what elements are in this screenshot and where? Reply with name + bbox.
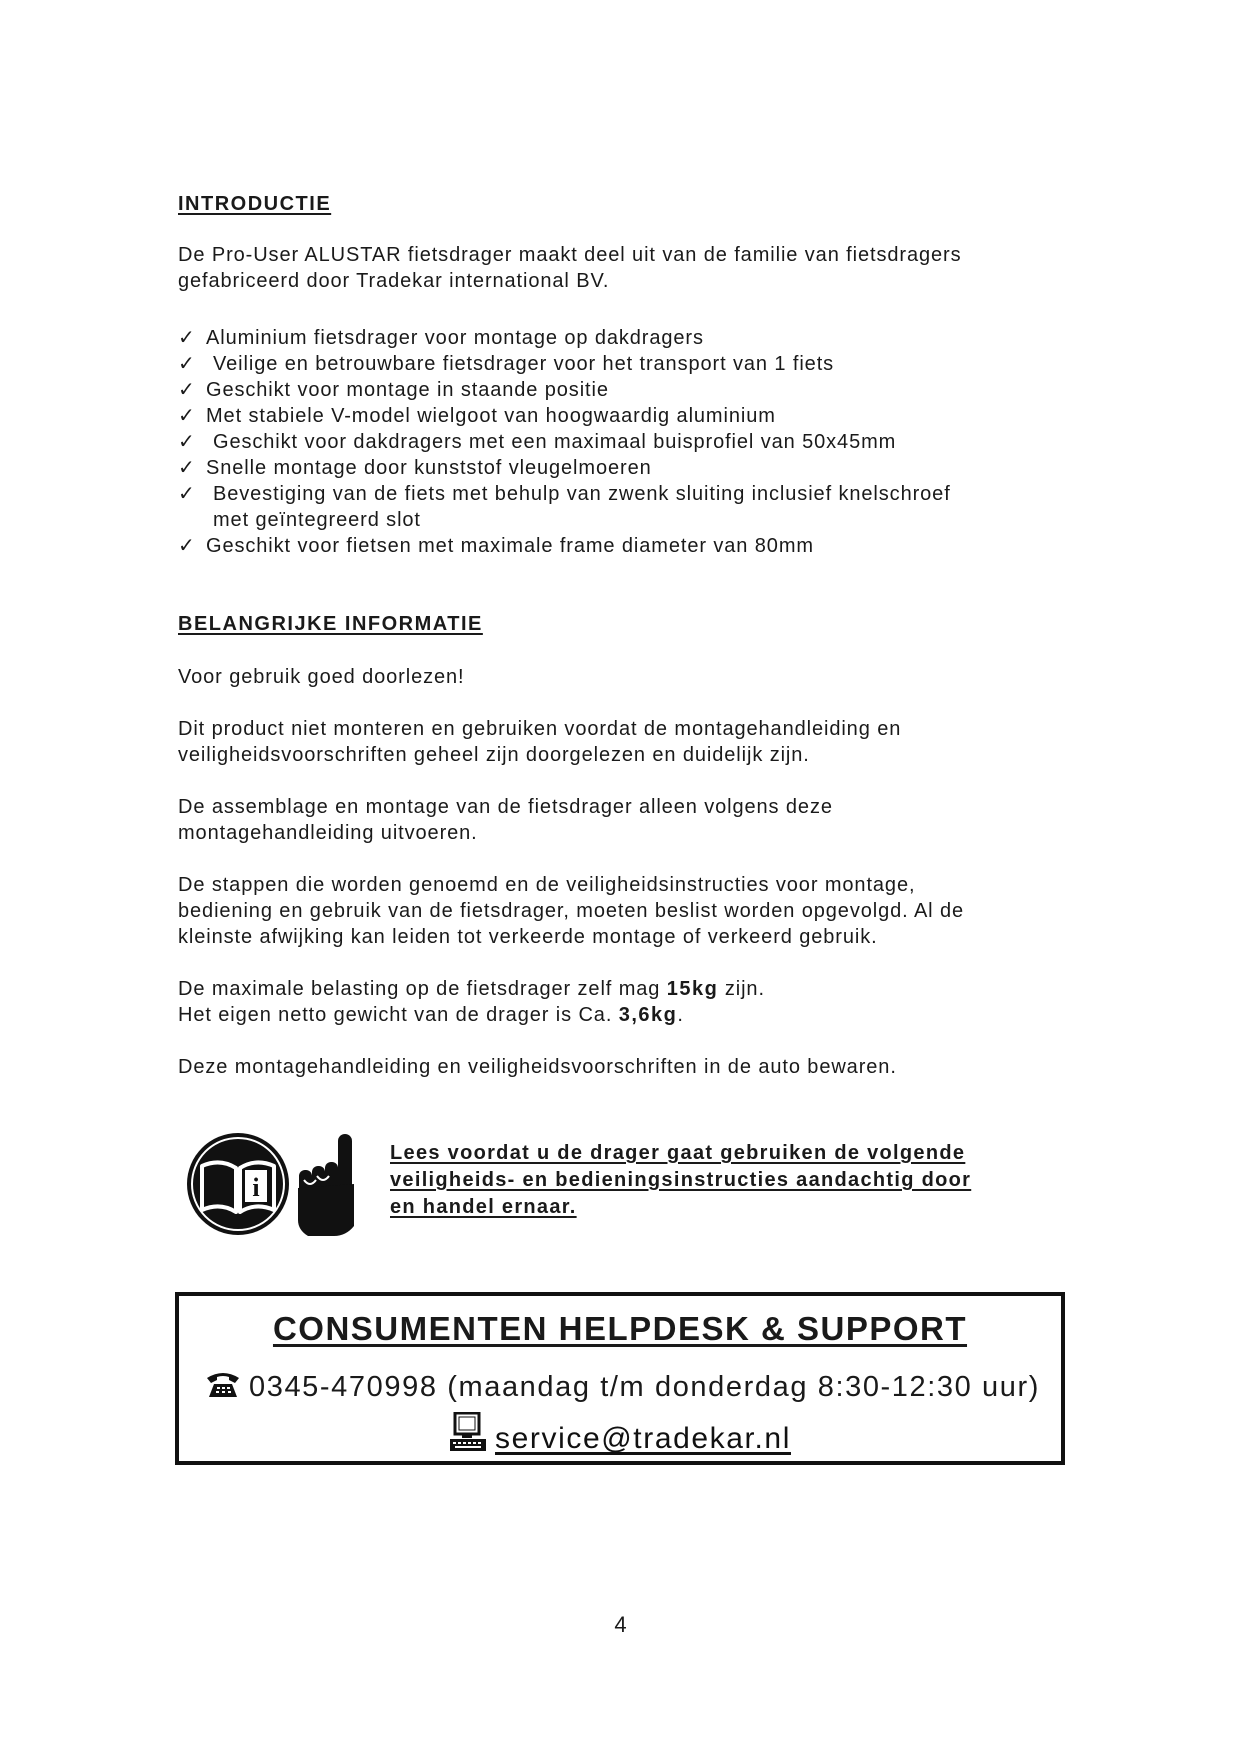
paragraph-line: montagehandleiding uitvoeren. [178,822,478,844]
net-weight-prefix: Het eigen netto gewicht van de drager is Ca. [178,1004,619,1026]
feature-text: Geschikt voor fietsen met maximale frame diameter van 80mm [206,535,814,557]
info-letter: i [252,1173,260,1202]
checkmark-icon: ✓ [178,327,196,349]
warning-line: en handel ernaar. [390,1196,577,1218]
max-load-suffix: zijn. [718,978,765,1000]
read-first-line: Voor gebruik goed doorlezen! [178,666,465,688]
introduction-heading: INTRODUCTIE [178,193,332,215]
feature-item [178,455,1098,481]
checkmark-icon: ✓ [178,353,196,375]
warning-line: Lees voordat u de drager gaat gebruiken de volgende [390,1142,966,1164]
paragraph-line: bediening en gebruik van de fietsdrager, moeten beslist worden opgevolgd. Al de [178,900,965,922]
load-weight-paragraph [178,976,1078,1028]
important-paragraph-1 [178,716,1078,768]
introduction-lead-line: gefabriceerd door Tradekar international BV. [178,270,610,292]
feature-text: Snelle montage door kunststof vleugelmoeren [206,457,652,479]
net-weight-suffix: . [677,1004,684,1026]
keep-in-car-line: Deze montagehandleiding en veiligheidsvoorschriften in de auto bewaren. [178,1056,897,1078]
read-first-text [178,664,1078,690]
introduction-lead [178,242,1078,294]
read-manual-icon [187,1133,289,1235]
feature-text: Aluminium fietsdrager voor montage op dakdragers [206,327,704,349]
paragraph-line: kleinste afwijking kan leiden tot verkeerde montage of verkeerd gebruik. [178,926,878,948]
paragraph-line: De assemblage en montage van de fietsdrager alleen volgens deze [178,796,833,818]
telephone-icon [205,1368,241,1398]
pointing-hand-icon [298,1134,354,1236]
helpdesk-phone: 0345-470998 (maandag t/m donderdag 8:30-12:30 uur) [249,1371,1041,1403]
checkmark-icon: ✓ [178,405,196,427]
computer-icon [449,1412,487,1452]
feature-item [178,351,1098,377]
feature-text: Met stabiele V-model wielgoot van hoogwaardig aluminium [206,405,776,427]
feature-text: Geschikt voor montage in staande positie [206,379,609,401]
net-weight-line [178,1002,1078,1028]
helpdesk-box [175,1292,1065,1465]
max-load-value: 15kg [666,978,719,1000]
helpdesk-email-row [179,1412,1061,1456]
important-heading: BELANGRIJKE INFORMATIE [178,613,483,635]
helpdesk-email-link[interactable]: service@tradekar.nl [495,1422,791,1455]
max-load-line [178,976,1078,1002]
helpdesk-title: CONSUMENTEN HELPDESK & SUPPORT [272,1310,968,1347]
helpdesk-phone-row [205,1368,1055,1404]
feature-item [178,533,1098,559]
paragraph-line: Dit product niet monteren en gebruiken voordat de montagehandleiding en [178,718,902,740]
introduction-lead-line: De Pro-User ALUSTAR fietsdrager maakt deel uit van de familie van fietsdragers [178,244,962,266]
max-load-prefix: De maximale belasting op de fietsdrager zelf mag [178,978,667,1000]
paragraph-line: De stappen die worden genoemd en de veiligheidsinstructies voor montage, [178,874,916,896]
checkmark-icon: ✓ [178,379,196,401]
important-paragraph-3 [178,872,1078,950]
feature-text: Veilige en betrouwbare fietsdrager voor het transport van 1 fiets [213,353,835,375]
warning-icons [186,1130,366,1240]
feature-item [178,325,1098,351]
checkmark-icon: ✓ [178,535,196,557]
feature-item [178,429,1098,455]
feature-text-continuation: met geïntegreerd slot [213,509,421,531]
checkmark-icon: ✓ [178,431,196,453]
paragraph-line: veiligheidsvoorschriften geheel zijn doorgelezen en duidelijk zijn. [178,744,810,766]
keep-in-car-text [178,1054,1078,1080]
page-number: 4 [614,1612,627,1637]
feature-item [178,481,1098,533]
feature-text: Geschikt voor dakdragers met een maximaal buisprofiel van 50x45mm [213,431,897,453]
feature-item [178,377,1098,403]
feature-item [178,403,1098,429]
checkmark-icon: ✓ [178,483,196,505]
checkmark-icon: ✓ [178,457,196,479]
warning-line: veiligheids- en bedieningsinstructies aandachtig door [390,1169,972,1191]
feature-list [178,325,1098,559]
important-paragraph-2 [178,794,1078,846]
net-weight-value: 3,6kg [618,1004,678,1026]
feature-text: Bevestiging van de fiets met behulp van zwenk sluiting inclusief knelschroef [213,483,951,505]
warning-notice [390,1140,1070,1221]
